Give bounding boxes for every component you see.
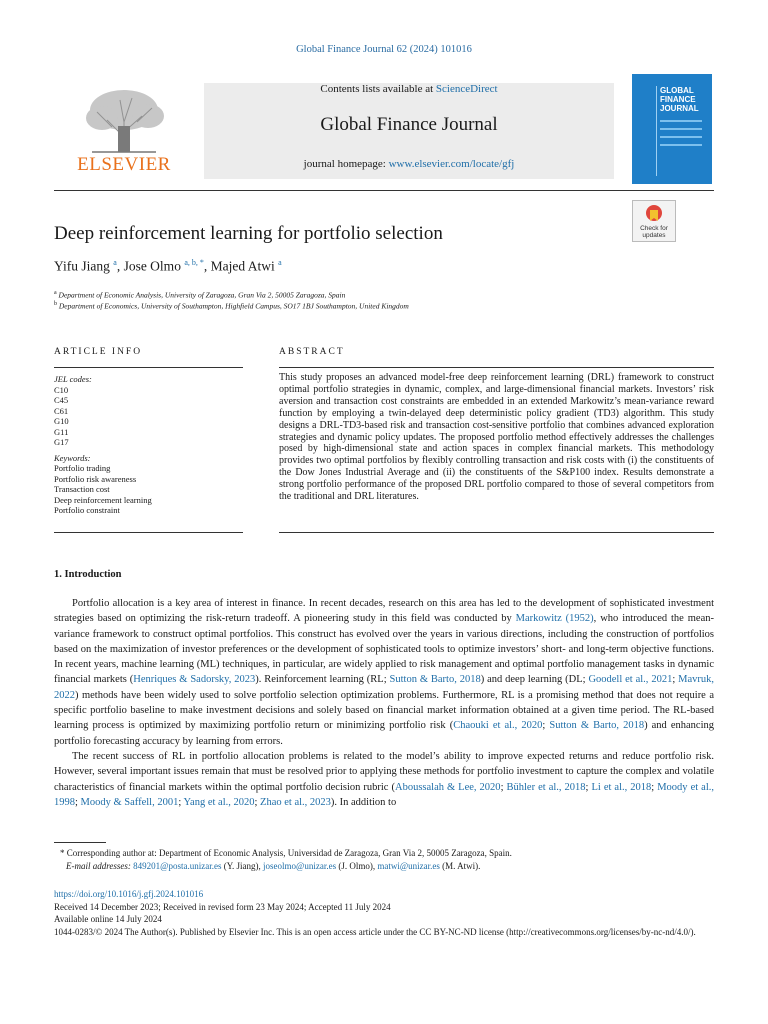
body-text: ; bbox=[178, 796, 184, 808]
citation-link[interactable]: Henriques & Sadorsky, 2023 bbox=[133, 674, 256, 686]
jel-code: C61 bbox=[54, 405, 69, 416]
cover-line bbox=[660, 128, 702, 130]
abstract-text: This study proposes an advanced model-free deep reinforcement learning (DRL) framework to construct optimal portfolio strategies in dynamic, complex, and large-dimensional financial markets. Investors’ risk aversion and transaction cost constraints are embedded in an extended Markowitz’s mean-variance reward function by employing a twin-delayed deep deterministic policy gradient (TD3) algorithm. This study designs a DRL-TD3-based risk and transaction cost-sensitive portfolio that combines advanced exploration strategies and dynamic policy updates. The proposed portfolio method effectively addresses the challenges posed by high-dimensional state and action spaces in complex financial markets. This methodology provides two optimal portfolios by flexibly controlling transaction and risk costs with (i) the constituents of the Dow Jones Industrial Average and (ii) the constituents of the S&P100 index. Results demonstrate a strong portfolio performance of the proposed DRL portfolio compared to those of several competitors from the traditional and DRL literatures. bbox=[279, 372, 714, 503]
citation-link[interactable]: Chaouki et al., 2020 bbox=[453, 720, 543, 732]
article-metadata bbox=[54, 888, 714, 938]
running-head: Global Finance Journal 62 (2024) 101016 bbox=[296, 44, 472, 55]
article-title: Deep reinforcement learning for portfolio selection bbox=[54, 223, 443, 244]
license-statement: 1044-0283/© 2024 The Author(s). Published by Elsevier Inc. This is an open access article under the CC BY-NC-ND license (http://creativecommons.org/licenses/by-nc-nd/4.0/). bbox=[54, 926, 696, 937]
citation-link[interactable]: Moody et al., 1998 bbox=[54, 781, 714, 808]
affiliation: $^b$ Department of Economics, University of Southampton, Highfield Campus, SO17 1BJ Southampton, United Kingdom bbox=[54, 301, 409, 311]
citation-link[interactable]: Mavruk, 2022 bbox=[54, 674, 715, 701]
email-owner: (J. Olmo), bbox=[336, 861, 378, 871]
article-info-rule bbox=[54, 367, 243, 368]
footnotes bbox=[54, 847, 714, 873]
body-text: ; bbox=[585, 781, 592, 793]
body-text: ; bbox=[500, 781, 507, 793]
jel-code: G11 bbox=[54, 426, 69, 437]
citation-link[interactable]: Markowitz (1952) bbox=[515, 613, 594, 625]
header-divider bbox=[54, 190, 714, 191]
body-text: ; bbox=[651, 781, 658, 793]
journal-banner bbox=[204, 83, 614, 179]
citation-link[interactable]: Zhao et al., 2023 bbox=[260, 796, 331, 808]
body-text: ) methods have been widely used to solve portfolio selection optimization problems. Furthermore, RL is a promising method that does not require a specific portfolio baseline to make investment decisions and solely based on financial market information obtained at a given time period. The RL-based learning process is optimized by maximizing portfolio return or minimizing portfolio risk ( bbox=[54, 689, 714, 732]
doi-link[interactable]: https://doi.org/10.1016/j.gfj.2024.101016 bbox=[54, 889, 204, 899]
body-text: ; bbox=[254, 796, 261, 808]
body-text: The recent success of RL in portfolio allocation problems is related to the model’s ability to improve expected returns and reduce portfolio risk. However, several important issues remain that must be resolved prior to applying these methods for portfolio investment to capture the complex and volatile characteristics of financial markets within the optimal portfolio decision rubric ( bbox=[54, 750, 714, 793]
citation-link[interactable]: Sutton & Barto, 2018 bbox=[549, 720, 645, 732]
cover-line bbox=[660, 120, 702, 122]
footnote-rule bbox=[54, 842, 106, 843]
online-date: Available online 14 July 2024 bbox=[54, 914, 162, 925]
email-link[interactable]: 849201@posta.unizar.es bbox=[133, 861, 222, 871]
citation-link[interactable]: Aboussalah & Lee, 2020 bbox=[394, 781, 501, 793]
body-text: Portfolio allocation is a key area of interest in finance. In recent decades, research on this area has led to the development of sophisticated investment strategies based on optimizing the risk-return tradeoff. A pioneering study in this field was conducted by bbox=[54, 598, 714, 625]
citation-link[interactable]: Moody & Saffell, 2001 bbox=[80, 796, 179, 808]
introduction-body bbox=[54, 596, 714, 810]
paragraph bbox=[54, 596, 714, 749]
keyword: Transaction cost bbox=[54, 484, 110, 494]
article-info-panel bbox=[54, 374, 239, 516]
cover-line bbox=[660, 136, 702, 138]
check-for-updates-button[interactable]: Check for updates bbox=[632, 200, 676, 242]
affiliation-mark[interactable]: a bbox=[278, 258, 282, 267]
article-info-heading: ARTICLE INFO bbox=[54, 347, 143, 357]
section-heading-introduction: 1. Introduction bbox=[54, 569, 122, 580]
affiliation-mark[interactable]: a bbox=[113, 258, 117, 267]
jel-code: G10 bbox=[54, 416, 69, 426]
citation-link[interactable]: Sutton & Barto, 2018 bbox=[389, 674, 481, 686]
jel-code-list bbox=[54, 385, 239, 448]
citation-link[interactable]: Bühler et al., 2018 bbox=[506, 781, 586, 793]
citation-link[interactable]: Li et al., 2018 bbox=[591, 781, 652, 793]
body-text: ; bbox=[672, 674, 679, 686]
body-text: , who introduced the mean-variance framework to construct optimal portfolios. This construct has evolved over the years in various directions, including the construction of portfolios based on the maximization of investor preferences or the development of sophisticated tools to optimize investors’ short- and long-term objective functions. In recent years, machine learning (ML) techniques, in particular, are widely applied to risk management and optimal portfolio management tasks in dynamic financial markets ( bbox=[54, 613, 714, 686]
cover-title: GLOBAL FINANCE JOURNAL bbox=[660, 86, 699, 113]
journal-title: Global Finance Journal bbox=[320, 114, 498, 135]
email-link[interactable]: matwi@unizar.es bbox=[377, 861, 440, 871]
journal-cover-thumbnail bbox=[632, 74, 712, 184]
keyword: Portfolio risk awareness bbox=[54, 473, 137, 484]
email-owner: (M. Atwi). bbox=[439, 861, 481, 871]
affiliation: $^a$ Department of Economic Analysis, University of Zaragoza, Gran Via 2, 50005 Zaragoza, Spain bbox=[54, 290, 346, 300]
journal-homepage-link[interactable]: www.elsevier.com/locate/gfj bbox=[388, 158, 515, 170]
elsevier-wordmark: ELSEVIER bbox=[77, 154, 171, 175]
body-text: ). In addition to bbox=[330, 796, 397, 808]
keywords-label: Keywords: bbox=[54, 452, 91, 463]
email-addresses: E-mail addresses: 849201@posta.unizar.es (Y. Jiang), joseolmo@unizar.es (J. Olmo), matwi@unizar.es (M. Atwi). bbox=[66, 861, 481, 871]
paragraph bbox=[54, 749, 714, 810]
journal-homepage-line: journal homepage: www.elsevier.com/locate/gfj bbox=[303, 158, 515, 170]
author-name[interactable]: Yifu Jiang bbox=[54, 258, 110, 274]
sciencedirect-link[interactable]: ScienceDirect bbox=[435, 83, 498, 95]
keyword: Portfolio constraint bbox=[54, 505, 120, 515]
email-link[interactable]: joseolmo@unizar.es bbox=[263, 861, 337, 871]
corresponding-author-note: * Corresponding author at: Department of Economic Analysis, Universidad de Zaragoza, Gran Via 2, 50005 Zaragoza, Spain. bbox=[60, 848, 512, 858]
cover-stripe bbox=[638, 86, 657, 176]
body-text: ) and deep learning (DL; bbox=[480, 674, 589, 686]
body-text: ; bbox=[542, 720, 550, 732]
email-owner: (Y. Jiang), bbox=[221, 861, 264, 871]
body-text: ; bbox=[75, 796, 81, 808]
keyword-list bbox=[54, 463, 239, 516]
abstract-bottom-rule bbox=[279, 532, 714, 533]
jel-label: JEL codes: bbox=[54, 374, 92, 384]
contents-line: Contents lists available at ScienceDirect bbox=[320, 83, 498, 95]
body-text: ). Reinforcement learning (RL; bbox=[255, 674, 390, 686]
author-list: Yifu Jiang $^a$, Jose Olmo $^{a, b, *}$, Majed Atwi $^a$ bbox=[54, 258, 282, 274]
jel-code: C45 bbox=[54, 395, 69, 405]
jel-code: G17 bbox=[54, 437, 69, 447]
article-info-bottom-rule bbox=[54, 532, 243, 533]
keyword: Portfolio trading bbox=[54, 463, 111, 473]
affiliation-mark[interactable]: a, b, * bbox=[184, 258, 204, 267]
history-dates: Received 14 December 2023; Received in revised form 23 May 2024; Accepted 11 July 2024 bbox=[54, 901, 391, 912]
keyword: Deep reinforcement learning bbox=[54, 494, 152, 505]
bookmark-ribbon-icon bbox=[645, 204, 663, 224]
citation-link[interactable]: Yang et al., 2020 bbox=[183, 796, 255, 808]
body-text: ) and enhancing portfolio forecasting accuracy by learning from errors. bbox=[54, 720, 714, 747]
abstract-rule bbox=[279, 367, 714, 368]
author-name[interactable]: Jose Olmo bbox=[123, 258, 181, 274]
cover-line bbox=[660, 144, 702, 146]
abstract-heading: ABSTRACT bbox=[279, 347, 345, 357]
author-name[interactable]: Majed Atwi bbox=[210, 258, 275, 274]
citation-link[interactable]: Goodell et al., 2021 bbox=[588, 674, 673, 686]
jel-code: C10 bbox=[54, 384, 69, 395]
